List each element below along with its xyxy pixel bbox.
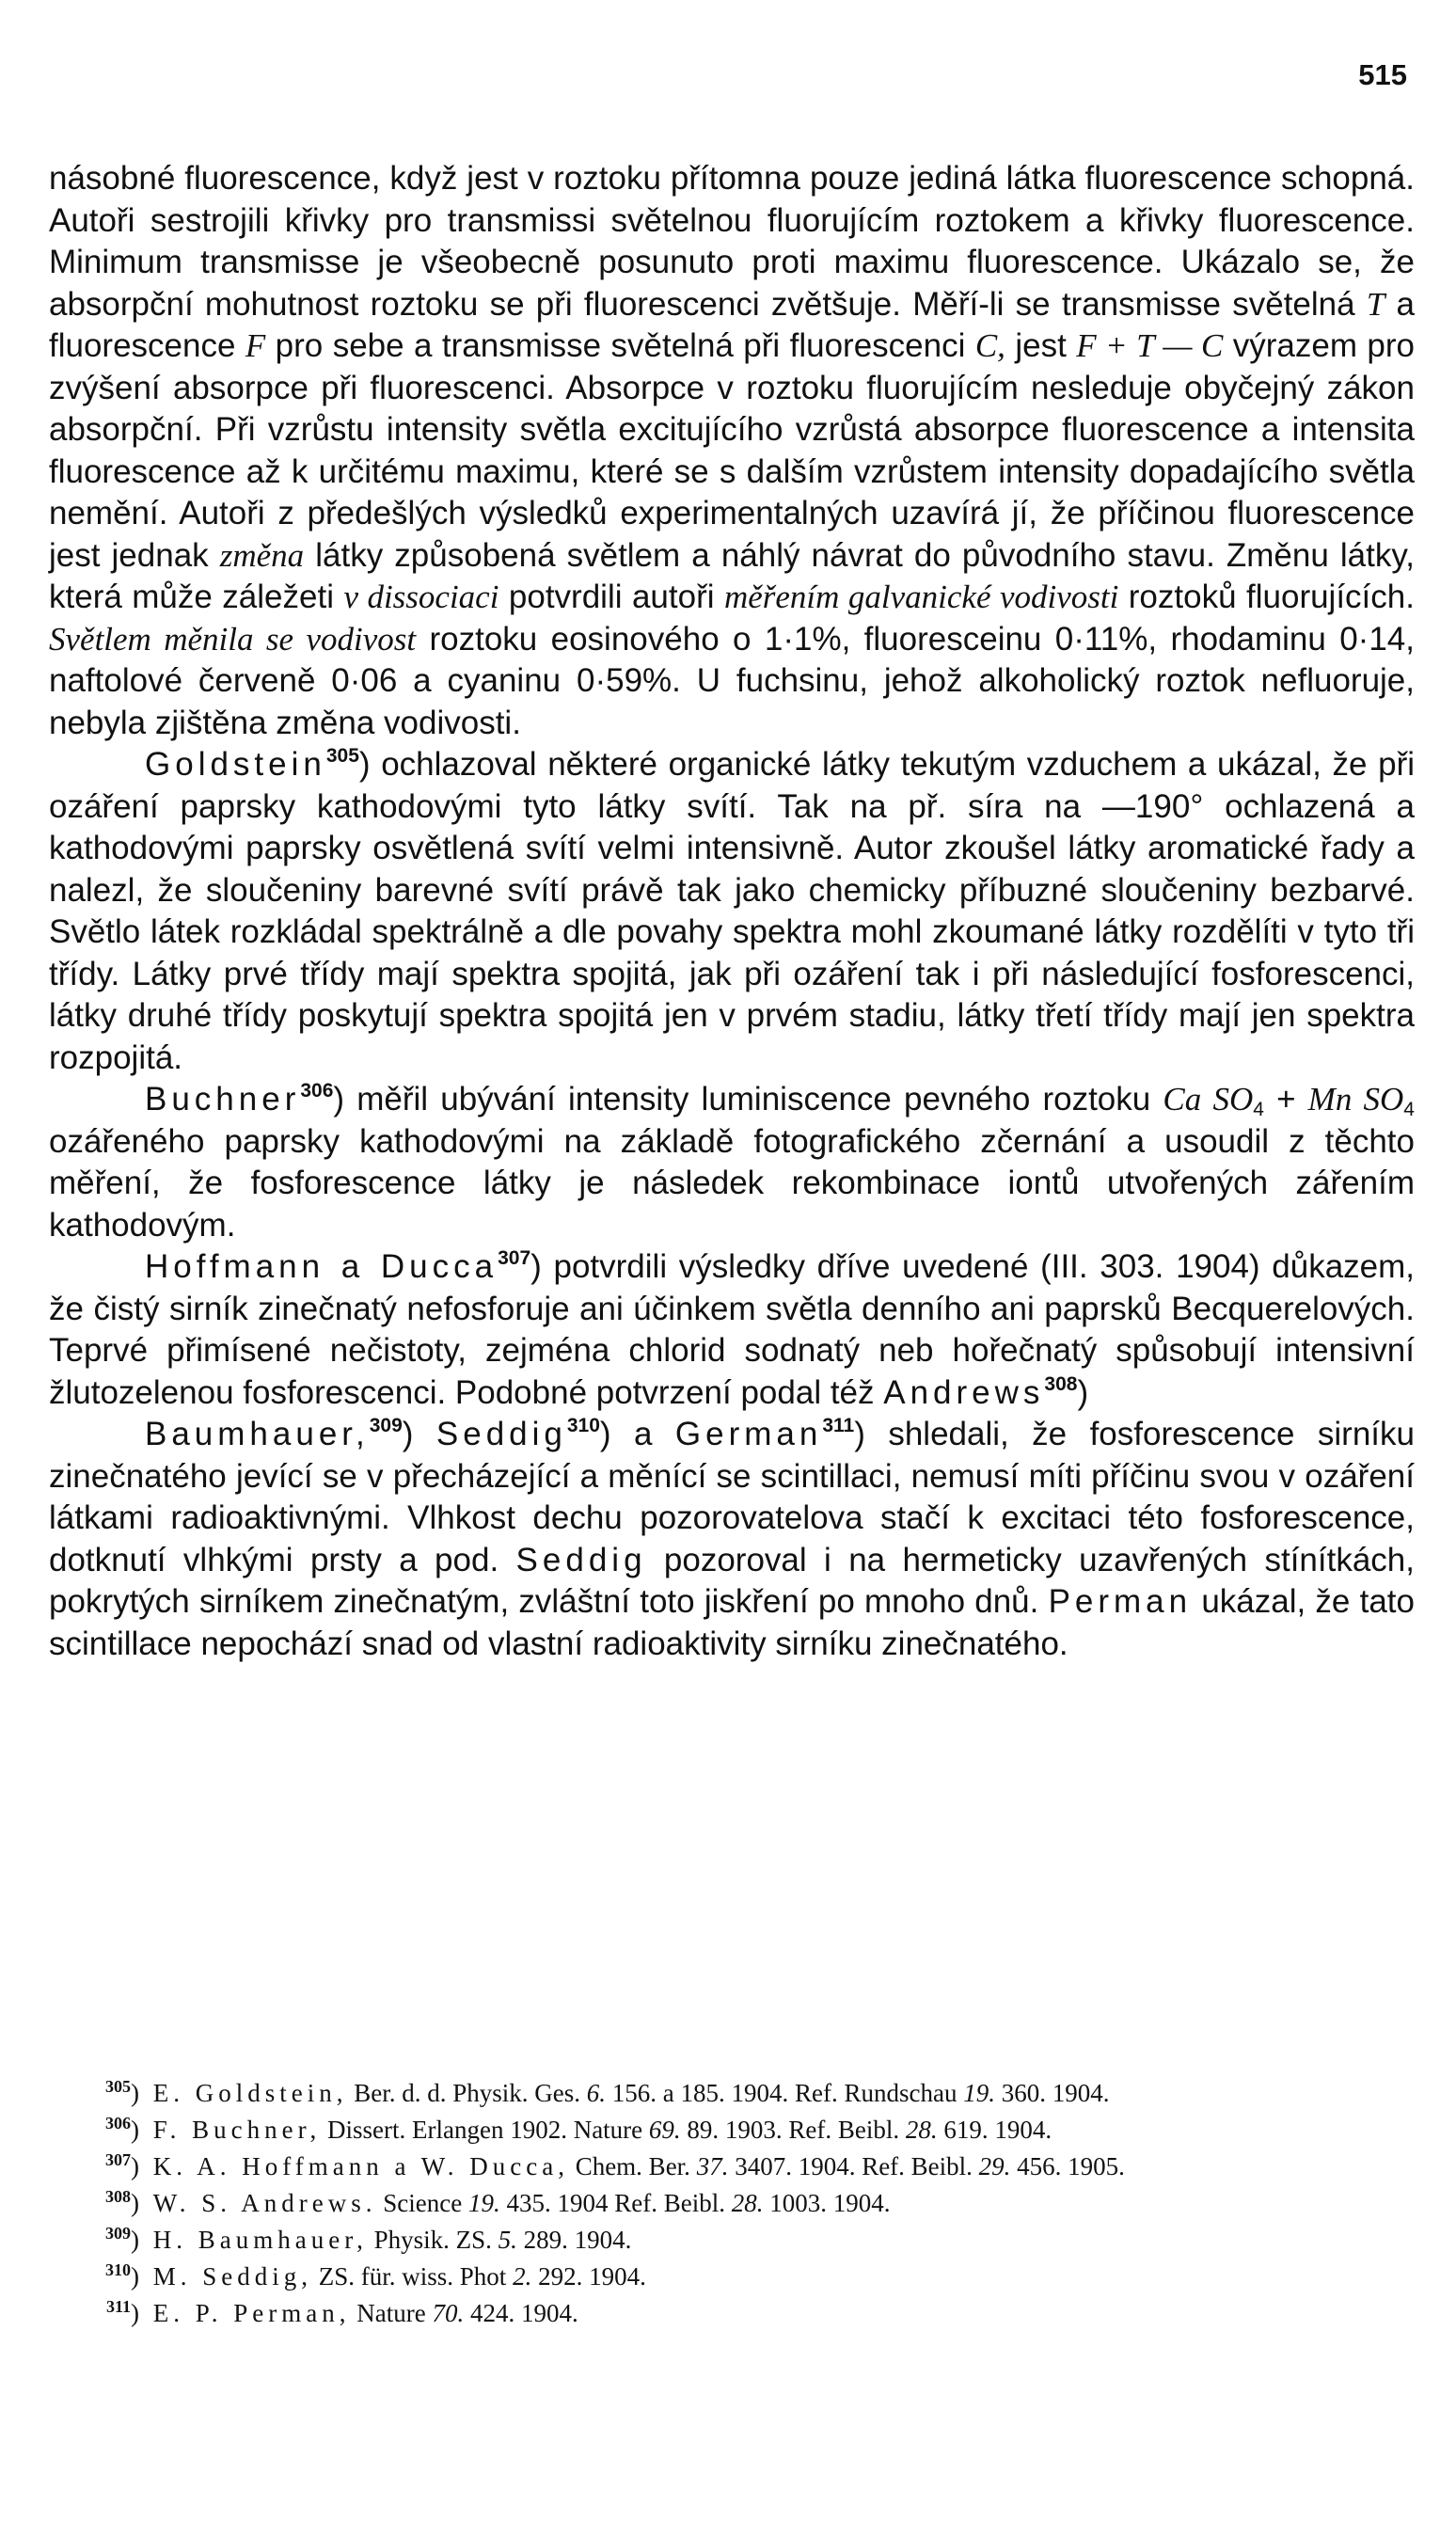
text-run: ) xyxy=(1077,1373,1089,1411)
paragraph-1 xyxy=(49,158,1415,744)
text-run: ozářeného paprsky kathodovými na základě fotografického zčernání a usoudil z těchto měření, že fosforescence látky je následek rekombinace iontů utvořených zářením kathodovým. xyxy=(49,1122,1415,1244)
footnote-author: F. Buchner, xyxy=(152,2116,322,2144)
paragraph-2 xyxy=(49,744,1415,1079)
emphasis: měřením galvanické vodivosti xyxy=(723,579,1119,615)
paragraph-4 xyxy=(49,1246,1415,1414)
footnotes xyxy=(49,2075,1415,2332)
formula: F + T — C xyxy=(1076,327,1224,364)
footnote-text: 156. a 185. 1904. Ref. Rundschau xyxy=(606,2079,964,2107)
author-name: Buchner xyxy=(145,1081,301,1118)
footnote-number: 311 xyxy=(105,2297,131,2316)
text-run: ) xyxy=(402,1416,436,1452)
page-number: 515 xyxy=(1358,58,1407,91)
footnote-text: 456. 1905. xyxy=(1010,2152,1125,2180)
text-run: potvrdili autoři xyxy=(499,579,724,615)
footnote-volume: 19. xyxy=(963,2079,995,2107)
author-name: Baumhauer, xyxy=(145,1416,370,1452)
text-run: pro sebe a transmisse světelná při fluorescenci xyxy=(265,327,975,364)
footnote-volume: 28. xyxy=(731,2189,764,2217)
text-run: látky způsobená světlem a náhlý návrat do původního stavu. Změnu látky, která může záležeti xyxy=(49,536,1415,615)
footnote-number: 310 xyxy=(105,2260,131,2279)
author-name: Perman xyxy=(1048,1583,1193,1620)
text-run: roztoku eosinového o 1·1%, fluoresceinu 0·11%, rhodaminu 0·14, naftolové červeně 0·06 a cyaninu 0·59%. U fuchsinu, jehož alkoholický roztok nefluoruje, nebyla zjištěna změna vodivosti. xyxy=(49,620,1415,741)
footnote-author: E. Goldstein, xyxy=(152,2079,348,2107)
footnote-volume: 6. xyxy=(586,2079,607,2107)
footnote-text: 292. 1904. xyxy=(531,2262,646,2291)
footnote-ref: 308 xyxy=(1044,1372,1078,1395)
footnote-author: E. P. Perman, xyxy=(152,2299,351,2327)
footnote-item: $^{306}$) F. Buchner, Dissert. Erlangen 1902. Nature 69. 89. 1903. Ref. Beibl. 28. 619. 1904. xyxy=(105,2114,1052,2144)
footnote-volume: 69. xyxy=(648,2116,681,2144)
text-run: ) ochlazoval některé organické látky tekutým vzduchem a ukázal, že při ozáření paprsky kathodovými tyto látky svítí. Tak na př. síra na —190° ochlazená a kathodovými paprsky osvětlená svítí velmi intensivně. Autor zkoušel látky aromatické řady a nalezl, že sloučeniny barevné svítí právě tak jako chemicky příbuzné sloučeniny bezbarvé. Světlo látek rozkládal spektrálně a dle povahy spektra mohl zkoumané látky rozdělíti v tyto tři třídy. Látky prvé třídy mají spektra spojitá, jak při ozáření tak i při následující fosforescenci, látky druhé třídy poskytují spektra spojitá jen v prvém stadiu, látky třetí třídy mají jen spektra rozpojitá. xyxy=(49,746,1415,1076)
footnote-number: 305 xyxy=(105,2077,131,2096)
footnote-text: Chem. Ber. xyxy=(568,2152,697,2180)
text-run: ) potvrdili výsledky dříve uvedené (III. 303. 1904) důkazem, že čistý sirník zinečnatý nefosforuje ani účinkem světla denního ani paprsků Becquerelových. Teprvé přimísené nečistoty, zejména chlorid sodnatý neb hořečnatý spůsobují intensivní žlutozelenou fosforescenci. Podobné potvrzení podal též xyxy=(49,1248,1415,1411)
footnote-volume: 37. xyxy=(696,2152,729,2180)
text-run: a fluorescence xyxy=(49,285,1415,364)
text-run: ukázal, že tato scintillace nepochází snad od vlastní radioaktivity sirníku zinečnatého. xyxy=(49,1583,1415,1662)
footnote-author: W. S. Andrews. xyxy=(152,2189,377,2217)
emphasis: v dissociaci xyxy=(343,579,499,615)
footnote-volume: 29. xyxy=(978,2152,1011,2180)
footnote-text: ZS. für. wiss. Phot xyxy=(312,2262,514,2291)
symbol-c: C, xyxy=(974,327,1005,364)
footnote-author: K. A. Hoffmann a W. Ducca, xyxy=(152,2152,569,2180)
author-name: Andrews xyxy=(883,1373,1045,1411)
author-name: Hoffmann a Ducca xyxy=(145,1248,499,1285)
footnote-text: 1003. 1904. xyxy=(763,2189,891,2217)
footnote-author: M. Seddig, xyxy=(152,2262,313,2291)
footnote-item: $^{307}$) K. A. Hoffmann a W. Ducca, Chem. Ber. 37. 3407. 1904. Ref. Beibl. 29. 456. 1905. xyxy=(105,2150,1125,2180)
author-name: German xyxy=(674,1416,823,1452)
footnote-text: 3407. 1904. Ref. Beibl. xyxy=(728,2152,979,2180)
footnote-item: $^{310}$) M. Seddig, ZS. für. wiss. Phot 2. 292. 1904. xyxy=(105,2260,646,2291)
subscript: 4 xyxy=(1253,1099,1264,1120)
footnote-volume: 28. xyxy=(905,2116,938,2144)
symbol-f: F xyxy=(245,327,266,364)
footnote-number: 309 xyxy=(105,2224,131,2243)
footnote-ref: 310 xyxy=(566,1415,600,1436)
symbol-t: T xyxy=(1366,285,1385,323)
footnote-ref: 309 xyxy=(369,1415,403,1436)
footnote-ref: 307 xyxy=(498,1247,531,1269)
footnote-item: $^{308}$) W. S. Andrews. Science 19. 435. 1904 Ref. Beibl. 28. 1003. 1904. xyxy=(105,2187,891,2217)
footnote-text: 289. 1904. xyxy=(516,2226,632,2254)
subscript: 4 xyxy=(1403,1099,1415,1120)
footnote-volume: 19. xyxy=(467,2189,500,2217)
footnote-ref: 305 xyxy=(325,745,359,767)
paragraph-5 xyxy=(49,1414,1415,1665)
author-name: Seddig xyxy=(515,1541,647,1578)
footnote-text: 424. 1904. xyxy=(464,2299,578,2327)
text-run: pozoroval i na hermeticky uzavřených stínítkách, pokrytých sirníkem zinečnatým, zvláštní toto jiskření po mnoho dnů. xyxy=(49,1541,1415,1620)
text-run: ) měřil ubývání intensity luminiscence pevného roztoku xyxy=(333,1081,1163,1118)
footnote-text: Dissert. Erlangen 1902. Nature xyxy=(321,2116,649,2144)
footnote-ref: 311 xyxy=(822,1415,855,1436)
text-run: + xyxy=(1263,1081,1308,1118)
emphasis: změna xyxy=(219,536,305,574)
footnote-text: 619. 1904. xyxy=(937,2116,1052,2144)
footnote-number: 308 xyxy=(105,2187,131,2206)
footnote-number: 307 xyxy=(105,2150,131,2169)
footnote-text: Ber. d. d. Physik. Ges. xyxy=(347,2079,587,2107)
text-run: ) shledali, že fosforescence sirníku zinečnatého jevící se v přecházející a měnící se scintillaci, nemusí míti příčinu svou v ozáření látkami radioaktivnými. Vlhkost dechu pozorovatelova stačí k excitaci této fosforescence, dotknutí vlhkými prsty a pod. xyxy=(49,1416,1415,1578)
body-text xyxy=(49,158,1415,1665)
footnote-text: Physik. ZS. xyxy=(367,2226,499,2254)
footnote-item: $^{305}$) E. Goldstein, Ber. d. d. Physik. Ges. 6. 156. a 185. 1904. Ref. Rundschau 19. 360. 1904. xyxy=(105,2077,1110,2107)
text-run: jest xyxy=(1005,327,1077,364)
author-name: Goldstein xyxy=(145,746,326,783)
formula: Ca SO xyxy=(1163,1081,1254,1118)
paragraph-3 xyxy=(49,1079,1415,1246)
author-name: Seddig xyxy=(435,1416,567,1452)
footnote-volume: 2. xyxy=(513,2262,532,2291)
footnote-item: $^{311}$) E. P. Perman, Nature 70. 424. 1904. xyxy=(105,2297,578,2327)
text-run: násobné fluorescence, když jest v roztoku přítomna pouze jediná látka fluorescence schopná. Autoři sestrojili křivky pro transmissi světelnou fluorujícím roztokem a křivky fluorescence. Minimum transmisse je všeobecně posunuto proti maximu fluorescence. Ukázalo se, že absorpční mohutnost roztoku se při fluorescenci zvětšuje. Měří-li se transmisse světelná xyxy=(49,160,1415,323)
text-run: výrazem pro zvýšení absorpce při fluorescenci. Absorpce v roztoku fluorujícím nesleduje obyčejný zákon absorpční. Při vzrůstu intensity světla excitujícího vzrůstá absorpce fluorescence a intensita fluorescence až k určitému maximu, které se s dalším vzrůstem intensity dopadajícího světla nemění. Autoři z předešlých výsledků experimentalných uzavírá jí, že příčinou fluorescence jest jednak xyxy=(49,327,1415,574)
emphasis: Světlem měnila se vodivost xyxy=(49,620,417,658)
text-run: ) a xyxy=(599,1416,675,1452)
footnote-volume: 5. xyxy=(498,2226,517,2254)
footnote-text: 435. 1904 Ref. Beibl. xyxy=(499,2189,732,2217)
formula: Mn SO xyxy=(1307,1081,1404,1118)
footnote-text: 360. 1904. xyxy=(994,2079,1110,2107)
footnote-ref: 306 xyxy=(300,1080,334,1102)
footnote-author: H. Baumhauer, xyxy=(152,2226,368,2254)
footnote-volume: 70. xyxy=(432,2299,465,2327)
text-run: roztoků fluorujících. xyxy=(1118,579,1415,615)
footnote-text: Science xyxy=(376,2189,468,2217)
footnote-text: Nature xyxy=(350,2299,433,2327)
footnote-item: $^{309}$) H. Baumhauer, Physik. ZS. 5. 289. 1904. xyxy=(105,2224,632,2254)
footnote-number: 306 xyxy=(105,2114,131,2133)
footnote-text: 89. 1903. Ref. Beibl. xyxy=(680,2116,906,2144)
